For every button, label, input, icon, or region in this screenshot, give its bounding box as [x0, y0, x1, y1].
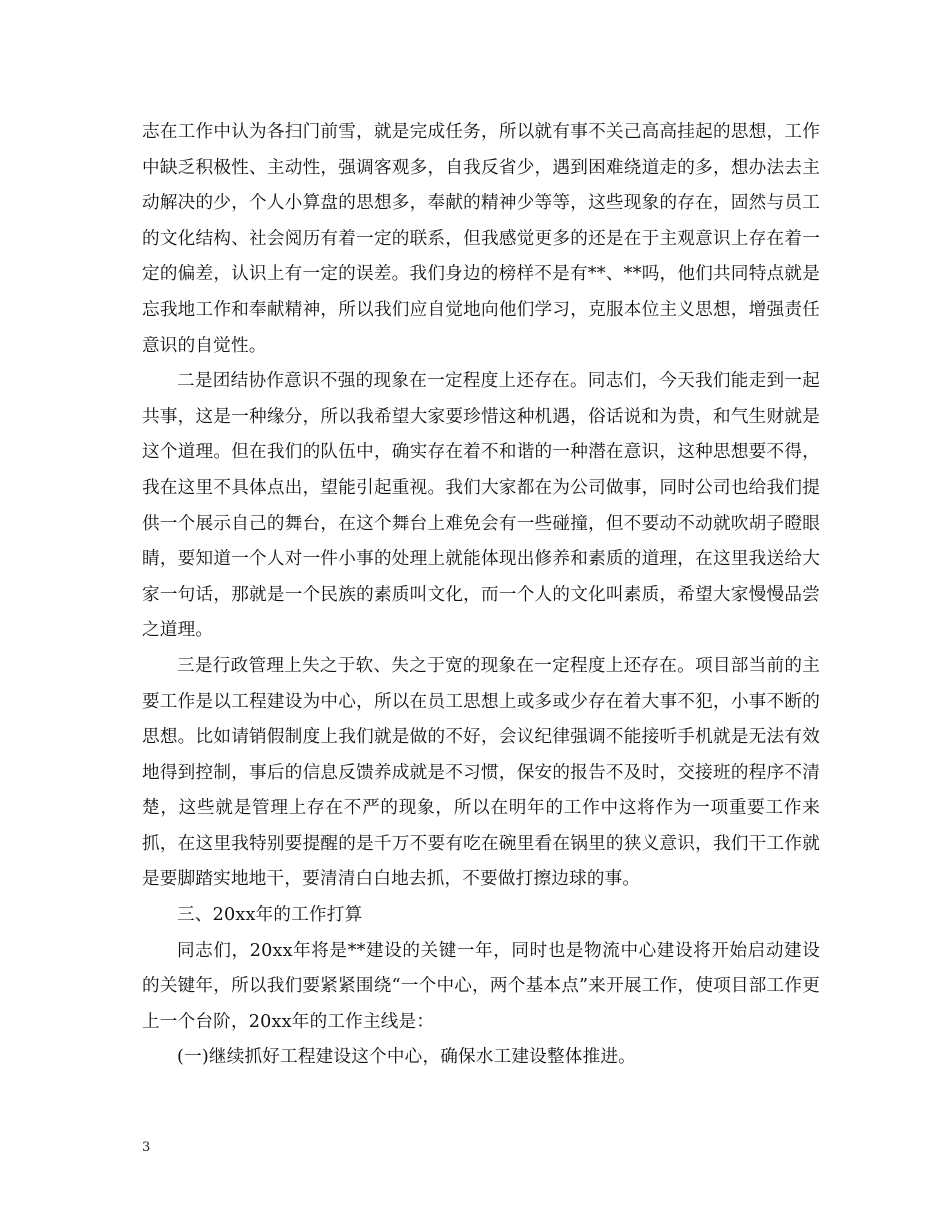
paragraph-administration: 三是行政管理上失之于软、失之于宽的现象在一定程度上还存在。项目部当前的主要工作是以工程建设为中心，所以在员工思想上或多或少存在着大事不犯，小事不断的思想。比如请销假制度上我们就是做的不好，会议纪律强调不能接听手机就是无法有效地得到控制，事后的信息反馈养成就是不习惯，保安的报告不及时，交接班的程序不清楚，这些就是管理上存在不严的现象，所以在明年的工作中这将作为一项重要工作来抓，在这里我特别要提醒的是千万不要有吃在碗里看在锅里的狭义意识，我们干工作就是要脚踏实地地干，要清清白白地去抓，不要做打擦边球的事。	[142, 655, 820, 890]
page-number: 3	[142, 1140, 151, 1155]
document-body	[142, 115, 820, 1076]
list-item-first-task: (一)继续抓好工程建设这个中心，确保水工建设整体推进。	[177, 1047, 636, 1068]
paragraph-continuation: 志在工作中认为各扫门前雪，就是完成任务，所以就有事不关己高高挂起的思想，工作中缺乏积极性、主动性，强调客观多，自我反省少，遇到困难绕道走的多，想办法去主动解决的少，个人小算盘的思想多，奉献的精神少等等，这些现象的存在，固然与员工的文化结构、社会阅历有着一定的联系，但我感觉更多的还是在于主观意识上存在着一定的偏差，认识上有一定的误差。我们身边的榜样不是有**、**吗，他们共同特点就是忘我地工作和奉献精神，所以我们应自觉地向他们学习，克服本位主义思想，增强责任意识的自觉性。	[142, 122, 820, 356]
section-heading-work-plan: 三、20xx年的工作打算	[177, 905, 363, 926]
paragraph-teamwork: 二是团结协作意识不强的现象在一定程度上还存在。同志们，今天我们能走到一起共事，这是一种缘分，所以我希望大家要珍惜这种机遇，俗话说和为贵，和气生财就是这个道理。但在我们的队伍中，确实存在着不和谐的一种潜在意识，这种思想要不得，我在这里不具体点出，望能引起重视。我们大家都在为公司做事，同时公司也给我们提供一个展示自己的舞台，在这个舞台上难免会有一些碰撞，但不要动不动就吹胡子瞪眼睛，要知道一个人对一件小事的处理上就能体现出修养和素质的道理，在这里我送给大家一句话，那就是一个民族的素质叫文化，而一个人的文化叫素质，希望大家慢慢品尝之道理。	[142, 371, 820, 641]
paragraph-key-year: 同志们，20xx年将是**建设的关键一年，同时也是物流中心建设将开始启动建设的关键年，所以我们要紧紧围绕“一个中心，两个基本点”来开展工作，使项目部工作更上一个台阶，20xx年的工作主线是：	[142, 940, 820, 1032]
